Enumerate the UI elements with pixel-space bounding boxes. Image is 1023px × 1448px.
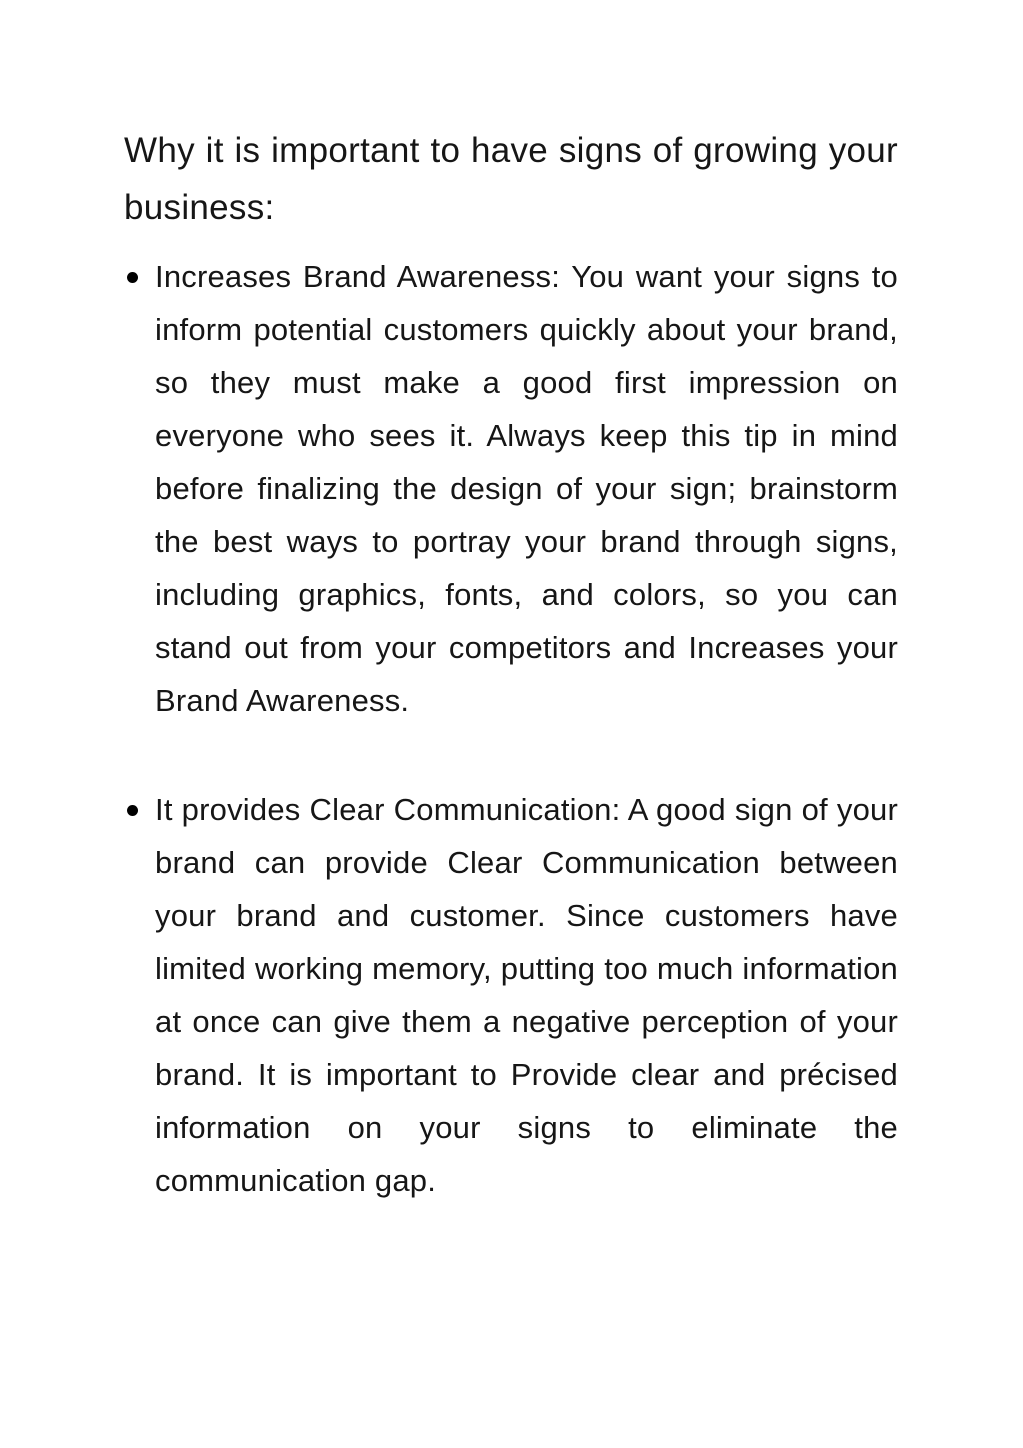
bullet-dot-icon xyxy=(127,272,138,283)
bullet-item-brand-awareness xyxy=(124,250,898,727)
bullet-text: It provides Clear Communication: A good sign of your brand can provide Clear Communication between your brand and customer. Since customers have limited working memory, putting too much information at once can give them a negative perception of your brand. It is important to Provide clear and précised information on your signs to eliminate the communication gap. xyxy=(155,792,898,1198)
bullet-text: Increases Brand Awareness: You want your signs to inform potential customers quickly about your brand, so they must make a good first impression on everyone who sees it. Always keep this tip in mind before finalizing the design of your sign; brainstorm the best ways to portray your brand through signs, including graphics, fonts, and colors, so you can stand out from your competitors and Increases your Brand Awareness. xyxy=(155,259,898,718)
bullet-dot-icon xyxy=(127,805,138,816)
document-page xyxy=(124,122,898,1207)
bullet-item-clear-communication xyxy=(124,783,898,1207)
bullet-list xyxy=(124,250,898,1207)
section-heading: Why it is important to have signs of growing your business: xyxy=(124,131,898,227)
